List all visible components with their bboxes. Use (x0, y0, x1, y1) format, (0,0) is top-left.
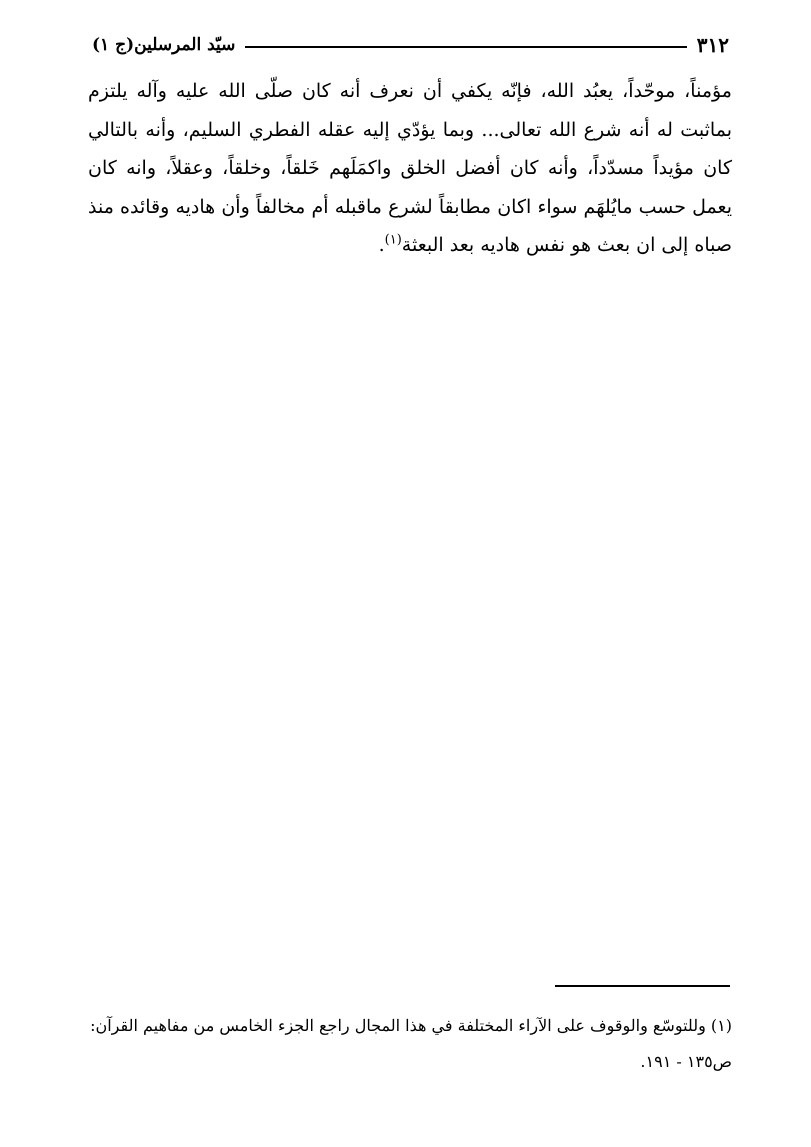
main-paragraph (88, 72, 732, 265)
page-number: ٣١٢ (696, 33, 729, 57)
footnote-line-1: (١) وللتوسّع والوقوف على الآراء المختلفة في هذا المجال راجع الجزء الخامس من مفاهيم القرآن: (90, 1016, 732, 1035)
footnote-reference[interactable]: (١) (384, 232, 402, 248)
running-header (92, 30, 729, 60)
footnote-line-2: ص١٣٥ - ١٩١. (640, 1052, 732, 1071)
footnote-separator (555, 985, 730, 987)
paragraph-text: مؤمناً، موحّداً، يعبُد الله، فإنّه يكفي أن نعرف أنه كان صلّى الله عليه وآله يلتزم بماثبت له أنه شرع الله تعالى... وبما يؤدّي إليه عقله الفطري السليم، وأنه بالتالي كان مؤيداً مسدّداً، وأنه كان أفضل الخلق واكمَلَهم خَلقاً، وخلقاً، وعقلاً، وانه كان يعمل حسب مايُلهَم سواء اكان مطابقاً لشرع ماقبله أم مخالفاً وأن هاديه وقائده منذ صباه إلى ان بعث هو نفس هاديه بعد البعثة (88, 80, 732, 256)
paragraph-end-punct: . (378, 234, 385, 256)
main-text (88, 72, 732, 265)
footnote (88, 1008, 732, 1080)
running-title: سيّد المرسلين(ج ١) (92, 35, 236, 55)
header-rule (245, 46, 686, 48)
